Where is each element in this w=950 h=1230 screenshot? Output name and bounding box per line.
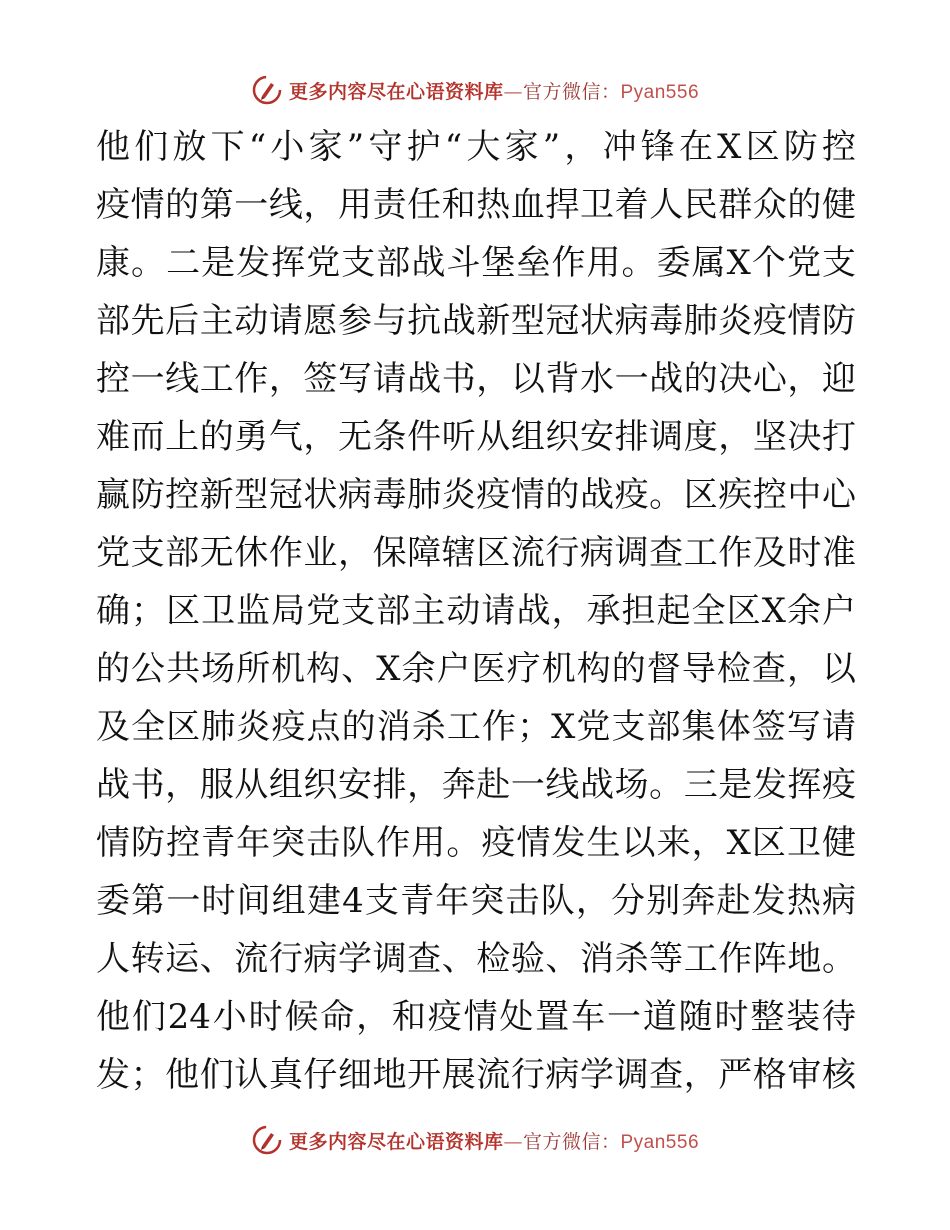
- footer-text: [289, 1127, 699, 1154]
- brush-logo-icon: [251, 1124, 283, 1156]
- text-line-3: 康。二是发挥党支部战斗堡垒作用。委属X个党支: [96, 243, 856, 283]
- document-body: [96, 118, 856, 1104]
- text-line-11: 及全区肺炎疫点的消杀工作；X党支部集体签写请: [96, 707, 856, 747]
- text-line-8: 党支部无休作业，保障辖区流行病调查工作及时准: [96, 533, 856, 573]
- text-line-14: 委第一时间组建4支青年突击队，分别奔赴发热病: [96, 881, 856, 921]
- text-line-10: 的公共场所机构、X余户医疗机构的督导检查，以: [96, 649, 856, 689]
- header-brand: 更多内容尽在心语资料库: [288, 80, 504, 103]
- text-line-7: 赢防控新型冠状病毒肺炎疫情的战疫。区疾控中心: [96, 475, 856, 515]
- brush-logo-icon: [251, 74, 283, 106]
- text-line-9: 确；区卫监局党支部主动请战，承担起全区X余户: [96, 591, 856, 631]
- text-line-17: 发；他们认真仔细地开展流行病学调查，严格审核: [96, 1055, 856, 1095]
- text-line-6: 难而上的勇气，无条件听从组织安排调度，坚决打: [96, 417, 856, 457]
- footer-wechat-label: 官方微信：: [522, 1130, 621, 1153]
- header-separator: —: [503, 80, 523, 103]
- text-line-13: 情防控青年突击队作用。疫情发生以来，X区卫健: [96, 823, 856, 863]
- footer-brand: 更多内容尽在心语资料库: [288, 1130, 504, 1153]
- text-line-12: 战书，服从组织安排，奔赴一线战场。三是发挥疫: [96, 765, 856, 805]
- text-line-4: 部先后主动请愿参与抗战新型冠状病毒肺炎疫情防: [96, 301, 856, 341]
- text-line-1: 他们放下“小家”守护“大家”，冲锋在X区防控: [96, 127, 856, 167]
- text-line-2: 疫情的第一线，用责任和热血捍卫着人民群众的健: [96, 185, 856, 225]
- footer-banner: [0, 1122, 950, 1158]
- header-wechat-label: 官方微信：: [522, 80, 621, 103]
- header-account: Pyan556: [620, 81, 700, 103]
- text-line-16: 他们24小时候命，和疫情处置车一道随时整装待: [96, 997, 856, 1037]
- header-text: [289, 77, 699, 104]
- footer-separator: —: [503, 1130, 523, 1153]
- header-banner: [0, 72, 950, 108]
- footer-account: Pyan556: [620, 1131, 700, 1153]
- text-line-5: 控一线工作，签写请战书，以背水一战的决心，迎: [96, 359, 856, 399]
- text-line-15: 人转运、流行病学调查、检验、消杀等工作阵地。: [96, 939, 856, 979]
